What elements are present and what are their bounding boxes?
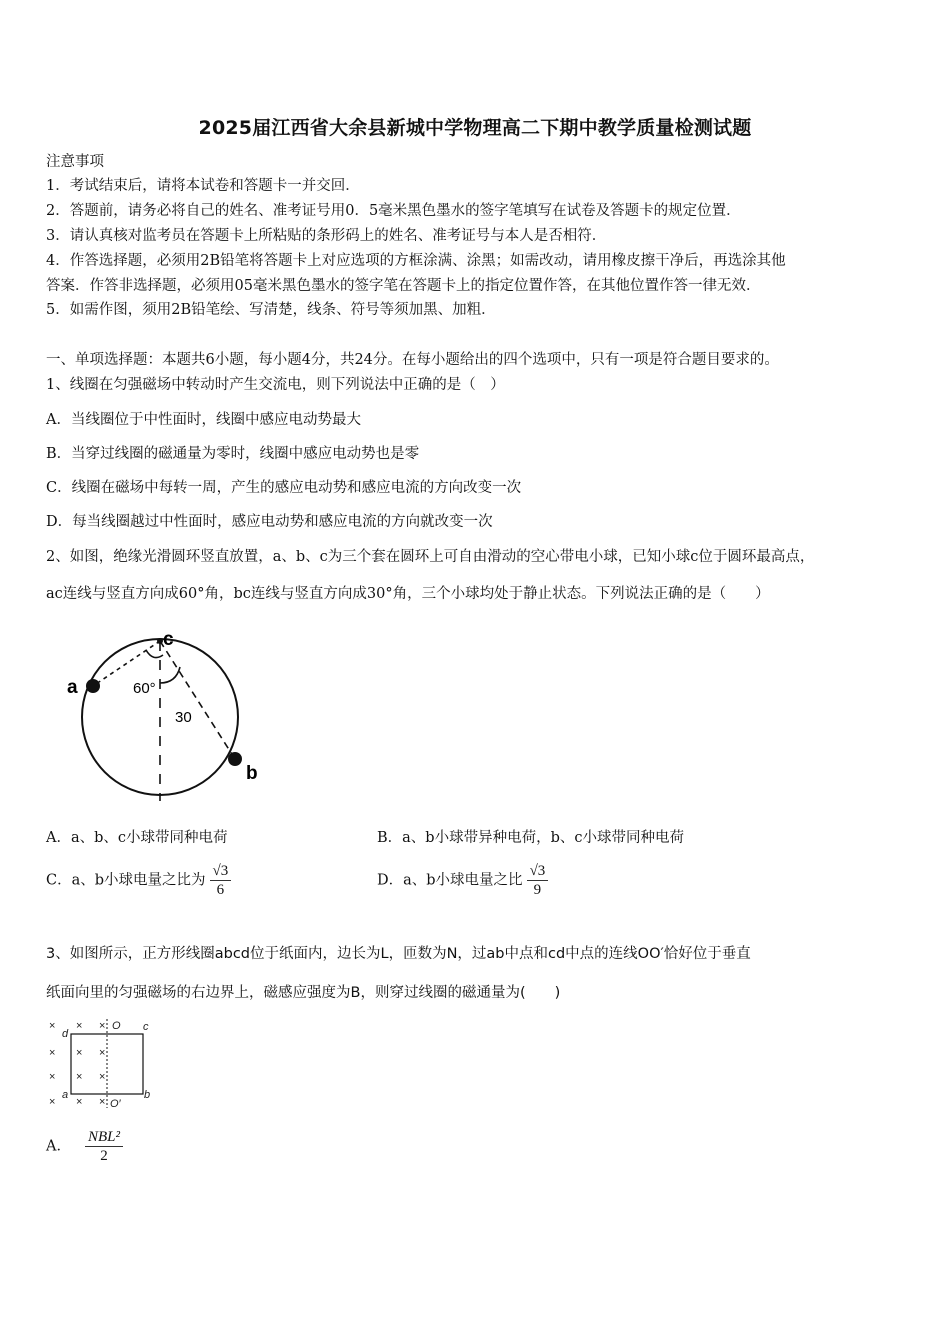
fraction-numerator: NBL² (85, 1128, 123, 1147)
question-stem: 1、线圈在匀强磁场中转动时产生交流电，则下列说法中正确的是（ ） (46, 377, 505, 393)
q2-option-d (377, 862, 548, 899)
label-30: 30 (175, 709, 192, 726)
section-heading: 一、单项选择题：本题共6小题，每小题4分，共24分。在每小题给出的四个选项中，只有一项是符合题目要求的。 (46, 352, 779, 368)
svg-text:b: b (144, 1089, 151, 1101)
svg-text:×: × (49, 1047, 56, 1059)
coil-figure (46, 1016, 161, 1111)
svg-text:×: × (76, 1071, 83, 1083)
svg-text:×: × (76, 1020, 83, 1032)
svg-text:×: × (99, 1096, 106, 1108)
fraction-numerator: √3 (210, 862, 232, 881)
label-60: 60° (133, 680, 156, 697)
svg-text:×: × (49, 1071, 56, 1083)
svg-text:c: c (143, 1021, 149, 1033)
notice-item: 3．请认真核对监考员在答题卡上所粘贴的条形码上的姓名、准考证号与本人是否相符． (46, 228, 607, 244)
notice-item: 1．考试结束后，请将本试卷和答题卡一并交回． (46, 178, 360, 194)
svg-text:×: × (76, 1096, 83, 1108)
ball-a (86, 679, 100, 693)
fraction-denominator: 6 (216, 882, 225, 898)
svg-text:×: × (76, 1047, 83, 1059)
svg-text:×: × (99, 1047, 106, 1059)
q3-option-a (46, 1128, 123, 1165)
svg-text:×: × (99, 1071, 106, 1083)
page-title: 2025届江西省大余县新城中学物理高二下期中教学质量检测试题 (198, 117, 752, 139)
fraction-numerator: √3 (527, 862, 549, 881)
svg-text:O′: O′ (110, 1098, 121, 1110)
svg-text:×: × (99, 1020, 106, 1032)
q3-option-a-label: A． (46, 1138, 71, 1155)
svg-text:a: a (62, 1089, 69, 1101)
q2-option-b: B．a、b小球带异种电荷，b、c小球带同种电荷 (377, 830, 684, 846)
notice-item: 答案．作答非选择题，必须用05毫米黑色墨水的签字笔在答题卡上的指定位置作答，在其他位置作答一律无效． (46, 278, 761, 294)
q1-option-b: B．当穿过线圈的磁通量为零时，线圈中感应电动势也是零 (46, 446, 420, 462)
notice-item: 4．作答选择题，必须用2B铅笔将答题卡上对应选项的方框涂满、涂黑；如需改动，请用橡皮擦干净后，再选涂其他 (46, 253, 786, 269)
q2-option-a: A．a、b、c小球带同种电荷 (46, 830, 228, 846)
label-a: a (67, 677, 78, 698)
question-stem: 纸面向里的匀强磁场的右边界上，磁感应强度为B，则穿过线圈的磁通量为( ) (46, 985, 561, 1001)
svg-text:×: × (49, 1020, 56, 1032)
question-stem: ac连线与竖直方向成60°角，bc连线与竖直方向成30°角，三个小球均处于静止状态。下列说法正确的是（ ） (46, 586, 770, 602)
svg-text:×: × (49, 1096, 56, 1108)
svg-text:O: O (112, 1020, 121, 1032)
q1-option-d: D．每当线圈越过中性面时，感应电动势和感应电流的方向就改变一次 (46, 514, 493, 530)
ring-figure (60, 625, 275, 810)
label-b: b (246, 763, 258, 784)
q1-option-a: A．当线圈位于中性面时，线圈中感应电动势最大 (46, 412, 361, 428)
label-c: c (163, 629, 174, 650)
fraction (210, 862, 232, 899)
angle-arc-30 (160, 667, 180, 683)
question-stem: 3、如图所示，正方形线圈abcd位于纸面内，边长为L，匝数为N，过ab中点和cd中点的连线OO′恰好位于垂直 (46, 946, 751, 962)
q1-option-c: C．线圈在磁场中每转一周，产生的感应电动势和感应电流的方向改变一次 (46, 480, 522, 496)
svg-text:d: d (62, 1028, 69, 1040)
q2-option-c-text: C．a、b小球电量之比为 (46, 872, 206, 889)
notice-item: 5．如需作图，须用2B铅笔绘、写清楚，线条、符号等须加黑、加粗． (46, 302, 496, 318)
fraction (527, 862, 549, 899)
notice-heading: 注意事项 (46, 154, 104, 170)
magnetic-field-crosses (49, 1020, 105, 1108)
q2-option-d-text: D．a、b小球电量之比 (377, 872, 523, 889)
fraction (85, 1128, 123, 1165)
notice-item: 2．答题前，请务必将自己的姓名、准考证号用0．5毫米黑色墨水的签字笔填写在试卷及答题卡的规定位置． (46, 203, 741, 219)
bc-dashed-line (160, 641, 235, 759)
question-stem: 2、如图，绝缘光滑圆环竖直放置，a、b、c为三个套在圆环上可自由滑动的空心带电小球，已知小球c位于圆环最高点， (46, 549, 815, 565)
fraction-denominator: 2 (100, 1148, 108, 1164)
angle-arc-60 (146, 650, 163, 658)
q2-option-c (46, 862, 231, 899)
fraction-denominator: 9 (533, 882, 542, 898)
ball-b (228, 752, 242, 766)
